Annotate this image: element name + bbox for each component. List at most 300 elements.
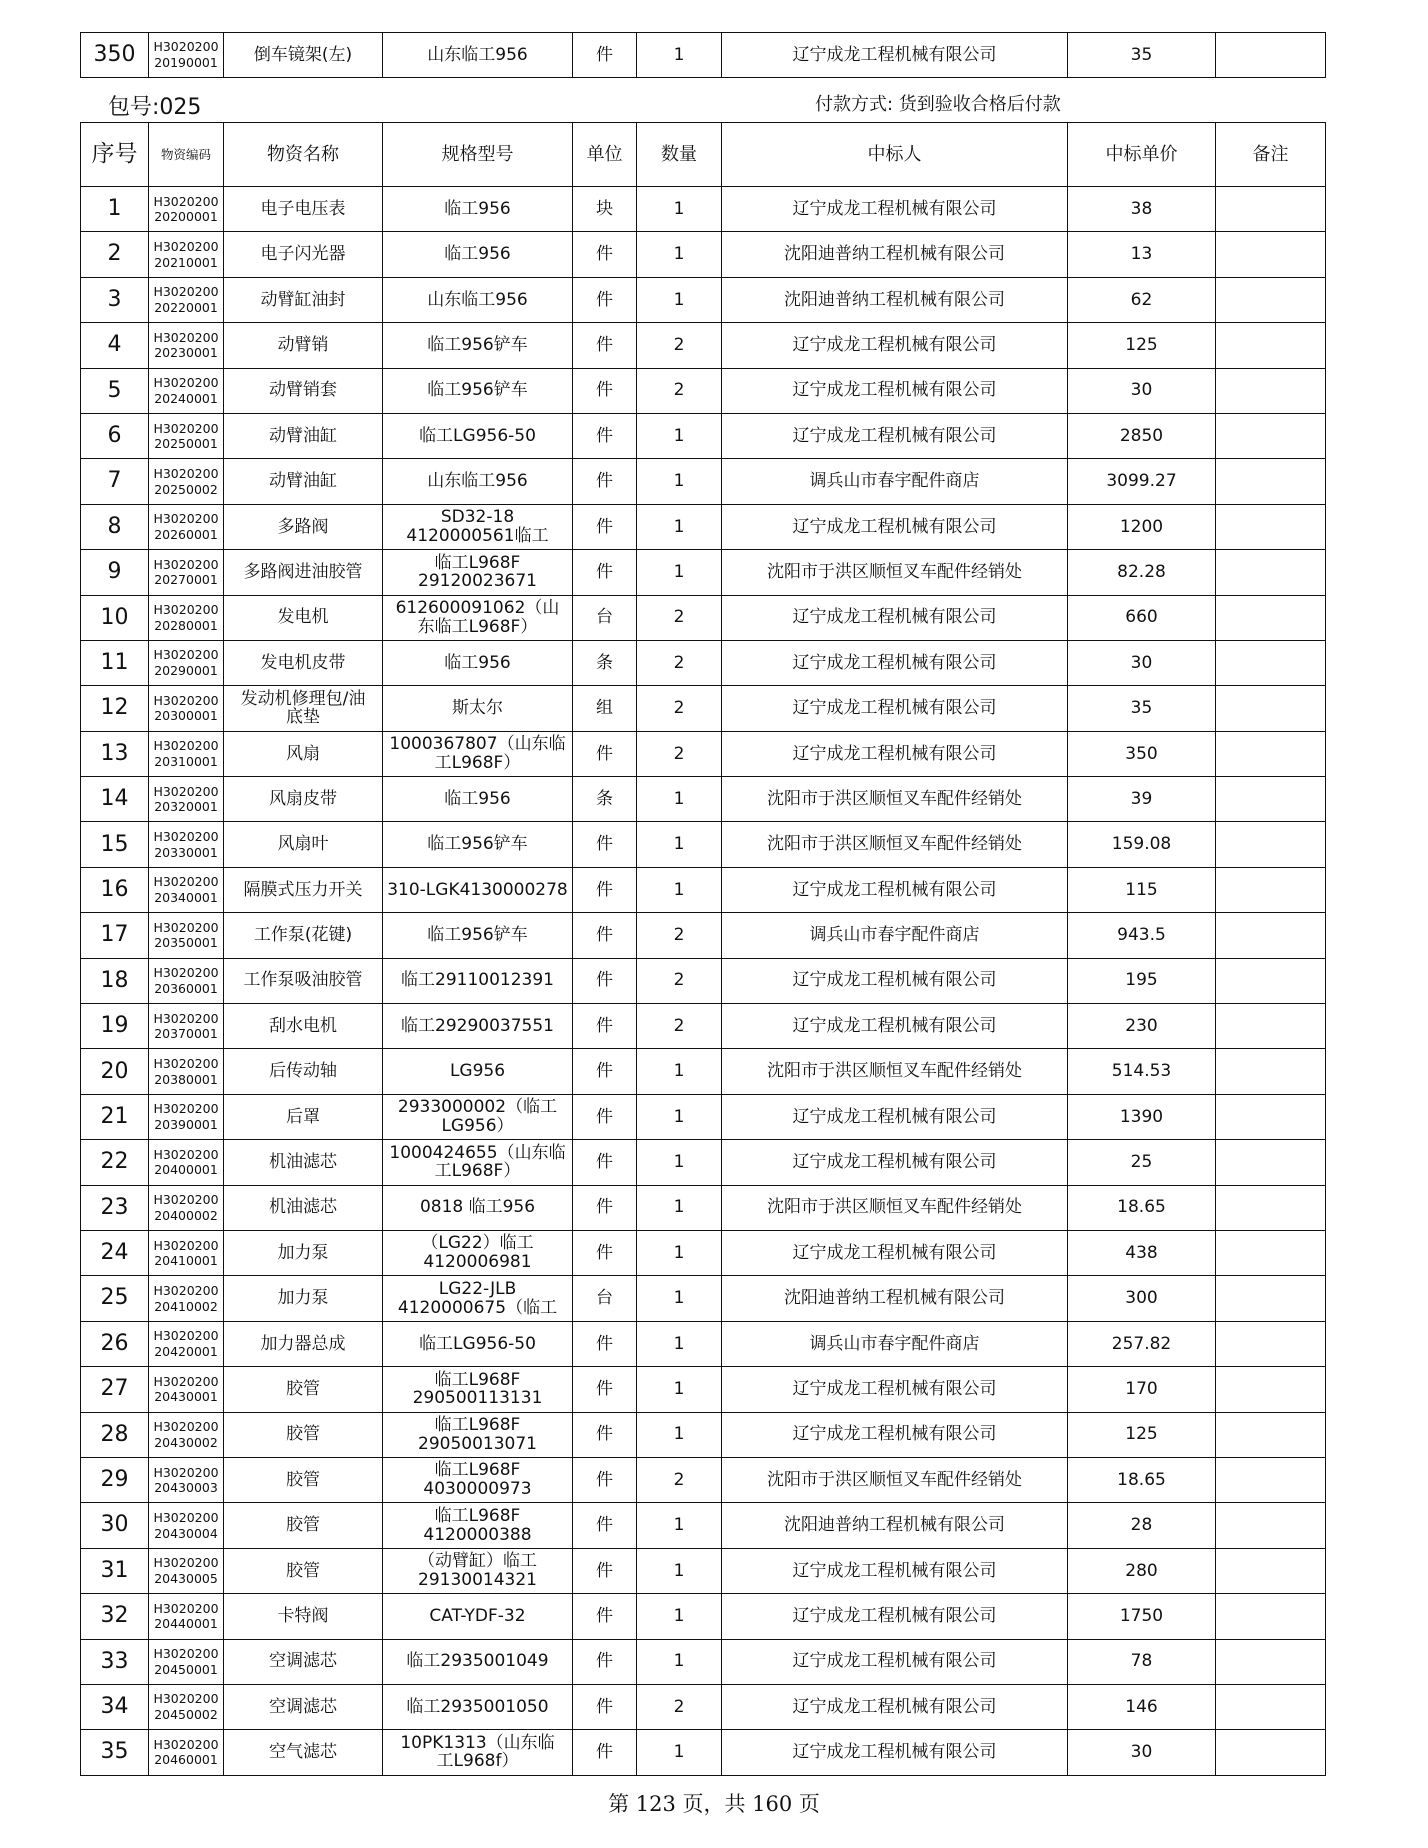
cell-name: 多路阀 bbox=[224, 504, 383, 549]
cell-spec: 山东临工956 bbox=[383, 459, 573, 504]
cell-spec: 临工956铲车 bbox=[383, 913, 573, 958]
cell-price: 159.08 bbox=[1068, 822, 1216, 867]
cell-code: H3020200 20350001 bbox=[149, 913, 224, 958]
cell-winner: 辽宁成龙工程机械有限公司 bbox=[722, 413, 1068, 458]
cell-qty: 2 bbox=[637, 686, 722, 731]
cell-no: 34 bbox=[81, 1684, 149, 1729]
cell-note bbox=[1216, 504, 1326, 549]
cell-no: 25 bbox=[81, 1276, 149, 1321]
header-row bbox=[81, 123, 1326, 187]
table-row bbox=[81, 1004, 1326, 1049]
cell-spec: 1000424655（山东临 工L968F） bbox=[383, 1140, 573, 1185]
cell-no: 12 bbox=[81, 686, 149, 731]
cell-code: H3020200 20210001 bbox=[149, 232, 224, 277]
cell-winner: 沈阳市于洪区顺恒叉车配件经销处 bbox=[722, 1457, 1068, 1502]
cell-qty: 2 bbox=[637, 731, 722, 776]
cell-price: 230 bbox=[1068, 1004, 1216, 1049]
cell-price: 1750 bbox=[1068, 1594, 1216, 1639]
cell-unit: 件 bbox=[573, 1412, 637, 1457]
cell-note bbox=[1216, 1276, 1326, 1321]
cell-winner: 沈阳市于洪区顺恒叉车配件经销处 bbox=[722, 1049, 1068, 1094]
cell-price: 13 bbox=[1068, 232, 1216, 277]
cell-winner: 调兵山市春宇配件商店 bbox=[722, 913, 1068, 958]
cell-note bbox=[1216, 413, 1326, 458]
cell-unit: 件 bbox=[573, 323, 637, 368]
cell-qty: 1 bbox=[637, 1094, 722, 1139]
cell-winner: 辽宁成龙工程机械有限公司 bbox=[722, 1639, 1068, 1684]
cell-note bbox=[1216, 1548, 1326, 1593]
cell-price: 300 bbox=[1068, 1276, 1216, 1321]
cell-no: 29 bbox=[81, 1457, 149, 1502]
cell-spec: LG956 bbox=[383, 1049, 573, 1094]
cell-name: 机油滤芯 bbox=[224, 1185, 383, 1230]
header-note: 备注 bbox=[1216, 123, 1326, 187]
cell-spec: 临工29110012391 bbox=[383, 958, 573, 1003]
cell-winner: 调兵山市春宇配件商店 bbox=[722, 459, 1068, 504]
table-row bbox=[81, 1230, 1326, 1275]
cell-name: 后罩 bbox=[224, 1094, 383, 1139]
cell-note bbox=[1216, 686, 1326, 731]
cell-winner: 辽宁成龙工程机械有限公司 bbox=[722, 368, 1068, 413]
cell-no: 21 bbox=[81, 1094, 149, 1139]
cell-code: H3020200 20400001 bbox=[149, 1140, 224, 1185]
cell-unit: 件 bbox=[573, 913, 637, 958]
cell-no: 5 bbox=[81, 368, 149, 413]
cell-name: 动臂缸油封 bbox=[224, 277, 383, 322]
cell-spec: 临工2935001050 bbox=[383, 1684, 573, 1729]
cell-no: 19 bbox=[81, 1004, 149, 1049]
cell-name: 加力泵 bbox=[224, 1276, 383, 1321]
cell-spec: （动臂缸）临工 29130014321 bbox=[383, 1548, 573, 1593]
cell-no: 28 bbox=[81, 1412, 149, 1457]
cell-no: 1 bbox=[81, 187, 149, 232]
cell-no: 20 bbox=[81, 1049, 149, 1094]
cell-spec: 临工L968F 290500113131 bbox=[383, 1367, 573, 1412]
cell-name: 动臂销 bbox=[224, 323, 383, 368]
package-info bbox=[80, 86, 1316, 120]
cell-spec: 山东临工956 bbox=[383, 33, 573, 78]
cell-price: 30 bbox=[1068, 368, 1216, 413]
cell-price: 30 bbox=[1068, 640, 1216, 685]
cell-note bbox=[1216, 867, 1326, 912]
cell-winner: 辽宁成龙工程机械有限公司 bbox=[722, 1094, 1068, 1139]
cell-spec: 10PK1313（山东临 工L968f） bbox=[383, 1730, 573, 1775]
table-row bbox=[81, 867, 1326, 912]
cell-note bbox=[1216, 1367, 1326, 1412]
header-no: 序号 bbox=[81, 123, 149, 187]
cell-code: H3020200 20320001 bbox=[149, 777, 224, 822]
table-row bbox=[81, 595, 1326, 640]
cell-unit: 件 bbox=[573, 33, 637, 78]
cell-name: 隔膜式压力开关 bbox=[224, 867, 383, 912]
cell-no: 16 bbox=[81, 867, 149, 912]
cell-winner: 辽宁成龙工程机械有限公司 bbox=[722, 1594, 1068, 1639]
cell-no: 23 bbox=[81, 1185, 149, 1230]
cell-name: 后传动轴 bbox=[224, 1049, 383, 1094]
cell-code: H3020200 20430003 bbox=[149, 1457, 224, 1502]
cell-code: H3020200 20280001 bbox=[149, 595, 224, 640]
cell-unit: 条 bbox=[573, 777, 637, 822]
cell-unit: 台 bbox=[573, 595, 637, 640]
cell-winner: 辽宁成龙工程机械有限公司 bbox=[722, 1548, 1068, 1593]
header-name: 物资名称 bbox=[224, 123, 383, 187]
cell-name: 工作泵吸油胶管 bbox=[224, 958, 383, 1003]
cell-unit: 件 bbox=[573, 1639, 637, 1684]
table-row bbox=[81, 459, 1326, 504]
cell-spec: 临工LG956-50 bbox=[383, 413, 573, 458]
cell-name: 动臂油缸 bbox=[224, 413, 383, 458]
table-row bbox=[81, 1730, 1326, 1775]
cell-no: 13 bbox=[81, 731, 149, 776]
cell-spec: CAT-YDF-32 bbox=[383, 1594, 573, 1639]
cell-price: 1200 bbox=[1068, 504, 1216, 549]
cell-note bbox=[1216, 1321, 1326, 1366]
cell-no: 17 bbox=[81, 913, 149, 958]
table-row bbox=[81, 640, 1326, 685]
cell-price: 62 bbox=[1068, 277, 1216, 322]
table-row bbox=[81, 277, 1326, 322]
cell-spec: 临工956 bbox=[383, 187, 573, 232]
table-body bbox=[81, 187, 1326, 1776]
cell-winner: 辽宁成龙工程机械有限公司 bbox=[722, 1684, 1068, 1729]
cell-code: H3020200 20200001 bbox=[149, 187, 224, 232]
cell-price: 146 bbox=[1068, 1684, 1216, 1729]
cell-note bbox=[1216, 731, 1326, 776]
cell-no: 30 bbox=[81, 1503, 149, 1548]
cell-no: 7 bbox=[81, 459, 149, 504]
cell-winner: 沈阳市于洪区顺恒叉车配件经销处 bbox=[722, 550, 1068, 595]
cell-winner: 辽宁成龙工程机械有限公司 bbox=[722, 1367, 1068, 1412]
cell-name: 胶管 bbox=[224, 1503, 383, 1548]
cell-price: 18.65 bbox=[1068, 1185, 1216, 1230]
cell-qty: 1 bbox=[637, 822, 722, 867]
cell-price: 438 bbox=[1068, 1230, 1216, 1275]
cell-code: H3020200 20380001 bbox=[149, 1049, 224, 1094]
cell-code: H3020200 20450001 bbox=[149, 1639, 224, 1684]
cell-name: 电子电压表 bbox=[224, 187, 383, 232]
cell-spec: 612600091062（山 东临工L968F） bbox=[383, 595, 573, 640]
cell-price: 18.65 bbox=[1068, 1457, 1216, 1502]
cell-unit: 件 bbox=[573, 958, 637, 1003]
cell-note bbox=[1216, 1684, 1326, 1729]
cell-spec: 临工956铲车 bbox=[383, 323, 573, 368]
cell-price: 1390 bbox=[1068, 1094, 1216, 1139]
cell-note bbox=[1216, 368, 1326, 413]
cell-price: 35 bbox=[1068, 686, 1216, 731]
table-row bbox=[81, 822, 1326, 867]
cell-price: 2850 bbox=[1068, 413, 1216, 458]
header-code: 物资编码 bbox=[149, 123, 224, 187]
cell-code: H3020200 20250002 bbox=[149, 459, 224, 504]
payment-method: 付款方式: 货到验收合格后付款 bbox=[815, 94, 1061, 115]
cell-code: H3020200 20370001 bbox=[149, 1004, 224, 1049]
header-price: 中标单价 bbox=[1068, 123, 1216, 187]
cell-note bbox=[1216, 640, 1326, 685]
cell-winner: 沈阳市于洪区顺恒叉车配件经销处 bbox=[722, 777, 1068, 822]
cell-no: 10 bbox=[81, 595, 149, 640]
header-qty: 数量 bbox=[637, 123, 722, 187]
cell-qty: 2 bbox=[637, 640, 722, 685]
cell-qty: 1 bbox=[637, 550, 722, 595]
cell-name: 动臂销套 bbox=[224, 368, 383, 413]
cell-code: H3020200 20450002 bbox=[149, 1684, 224, 1729]
cell-name: 刮水电机 bbox=[224, 1004, 383, 1049]
cell-no: 35 bbox=[81, 1730, 149, 1775]
cell-name: 卡特阀 bbox=[224, 1594, 383, 1639]
table-row bbox=[81, 1457, 1326, 1502]
cell-note bbox=[1216, 550, 1326, 595]
cell-no: 31 bbox=[81, 1548, 149, 1593]
cell-name: 空调滤芯 bbox=[224, 1639, 383, 1684]
table-row bbox=[81, 550, 1326, 595]
cell-winner: 辽宁成龙工程机械有限公司 bbox=[722, 731, 1068, 776]
cell-note bbox=[1216, 1639, 1326, 1684]
cell-unit: 块 bbox=[573, 187, 637, 232]
cell-price: 125 bbox=[1068, 1412, 1216, 1457]
cell-unit: 件 bbox=[573, 1140, 637, 1185]
cell-spec: 临工L968F 4030000973 bbox=[383, 1457, 573, 1502]
cell-name: 加力泵 bbox=[224, 1230, 383, 1275]
table-row bbox=[81, 958, 1326, 1003]
cell-qty: 1 bbox=[637, 1548, 722, 1593]
cell-code: H3020200 20220001 bbox=[149, 277, 224, 322]
cell-qty: 1 bbox=[637, 1412, 722, 1457]
cell-spec: 临工956铲车 bbox=[383, 822, 573, 867]
cell-no: 32 bbox=[81, 1594, 149, 1639]
cell-code: H3020200 20250001 bbox=[149, 413, 224, 458]
table-row bbox=[81, 33, 1326, 78]
cell-price: 514.53 bbox=[1068, 1049, 1216, 1094]
cell-no: 3 bbox=[81, 277, 149, 322]
cell-unit: 件 bbox=[573, 1503, 637, 1548]
cell-spec: （LG22）临工 4120006981 bbox=[383, 1230, 573, 1275]
cell-qty: 2 bbox=[637, 1684, 722, 1729]
cell-price: 350 bbox=[1068, 731, 1216, 776]
cell-price: 170 bbox=[1068, 1367, 1216, 1412]
cell-no: 4 bbox=[81, 323, 149, 368]
cell-spec: 临工L968F 29050013071 bbox=[383, 1412, 573, 1457]
cell-code: H3020200 20410001 bbox=[149, 1230, 224, 1275]
cell-code: H3020200 20430005 bbox=[149, 1548, 224, 1593]
cell-unit: 组 bbox=[573, 686, 637, 731]
cell-price: 195 bbox=[1068, 958, 1216, 1003]
cell-unit: 条 bbox=[573, 640, 637, 685]
cell-price: 115 bbox=[1068, 867, 1216, 912]
cell-note bbox=[1216, 1230, 1326, 1275]
table-row bbox=[81, 913, 1326, 958]
table-row bbox=[81, 323, 1326, 368]
cell-no: 6 bbox=[81, 413, 149, 458]
cell-winner: 沈阳迪普纳工程机械有限公司 bbox=[722, 232, 1068, 277]
table-row bbox=[81, 368, 1326, 413]
cell-unit: 件 bbox=[573, 277, 637, 322]
cell-name: 胶管 bbox=[224, 1457, 383, 1502]
table-row bbox=[81, 413, 1326, 458]
cell-code: H3020200 20230001 bbox=[149, 323, 224, 368]
table-row bbox=[81, 232, 1326, 277]
cell-unit: 件 bbox=[573, 1230, 637, 1275]
cell-spec: LG22-JLB 4120000675（临工 bbox=[383, 1276, 573, 1321]
cell-spec: 临工956铲车 bbox=[383, 368, 573, 413]
cell-qty: 2 bbox=[637, 1004, 722, 1049]
cell-qty: 2 bbox=[637, 595, 722, 640]
cell-qty: 1 bbox=[637, 1049, 722, 1094]
header-winner: 中标人 bbox=[722, 123, 1068, 187]
table-row bbox=[81, 1094, 1326, 1139]
cell-spec: 临工2935001049 bbox=[383, 1639, 573, 1684]
cell-price: 257.82 bbox=[1068, 1321, 1216, 1366]
cell-note bbox=[1216, 1049, 1326, 1094]
cell-name: 空气滤芯 bbox=[224, 1730, 383, 1775]
table-row bbox=[81, 686, 1326, 731]
cell-qty: 1 bbox=[637, 1639, 722, 1684]
cell-name: 倒车镜架(左) bbox=[224, 33, 383, 78]
cell-name: 多路阀进油胶管 bbox=[224, 550, 383, 595]
cell-note bbox=[1216, 1140, 1326, 1185]
cell-note bbox=[1216, 777, 1326, 822]
cell-unit: 件 bbox=[573, 1594, 637, 1639]
cell-price: 30 bbox=[1068, 1730, 1216, 1775]
cell-price: 78 bbox=[1068, 1639, 1216, 1684]
cell-note bbox=[1216, 958, 1326, 1003]
cell-note bbox=[1216, 187, 1326, 232]
cell-no: 33 bbox=[81, 1639, 149, 1684]
cell-unit: 件 bbox=[573, 550, 637, 595]
table-row bbox=[81, 1321, 1326, 1366]
cell-name: 发电机皮带 bbox=[224, 640, 383, 685]
cell-unit: 件 bbox=[573, 1457, 637, 1502]
cell-unit: 件 bbox=[573, 1049, 637, 1094]
cell-spec: 2933000002（临工 LG956） bbox=[383, 1094, 573, 1139]
cell-spec: 1000367807（山东临 工L968F） bbox=[383, 731, 573, 776]
cell-no: 8 bbox=[81, 504, 149, 549]
cell-spec: SD32-18 4120000561临工 bbox=[383, 504, 573, 549]
cell-note bbox=[1216, 1457, 1326, 1502]
cell-qty: 1 bbox=[637, 1185, 722, 1230]
cell-unit: 件 bbox=[573, 731, 637, 776]
cell-name: 工作泵(花键) bbox=[224, 913, 383, 958]
cell-name: 空调滤芯 bbox=[224, 1684, 383, 1729]
cell-unit: 件 bbox=[573, 1094, 637, 1139]
cell-spec: 临工29290037551 bbox=[383, 1004, 573, 1049]
cell-spec: 临工L968F 29120023671 bbox=[383, 550, 573, 595]
cell-winner: 沈阳市于洪区顺恒叉车配件经销处 bbox=[722, 822, 1068, 867]
table-row bbox=[81, 187, 1326, 232]
cell-note bbox=[1216, 822, 1326, 867]
cell-qty: 1 bbox=[637, 33, 722, 78]
cell-note bbox=[1216, 1503, 1326, 1548]
header-spec: 规格型号 bbox=[383, 123, 573, 187]
cell-note bbox=[1216, 1730, 1326, 1775]
cell-spec: 310-LGK4130000278 bbox=[383, 867, 573, 912]
cell-name: 风扇皮带 bbox=[224, 777, 383, 822]
cell-qty: 1 bbox=[637, 459, 722, 504]
cell-unit: 件 bbox=[573, 822, 637, 867]
cell-spec: 山东临工956 bbox=[383, 277, 573, 322]
cell-code: H3020200 20360001 bbox=[149, 958, 224, 1003]
cell-qty: 1 bbox=[637, 413, 722, 458]
cell-code: H3020200 20400002 bbox=[149, 1185, 224, 1230]
cell-winner: 辽宁成龙工程机械有限公司 bbox=[722, 686, 1068, 731]
cell-unit: 件 bbox=[573, 459, 637, 504]
cell-unit: 件 bbox=[573, 867, 637, 912]
cell-no: 18 bbox=[81, 958, 149, 1003]
cell-winner: 辽宁成龙工程机械有限公司 bbox=[722, 323, 1068, 368]
cell-note bbox=[1216, 595, 1326, 640]
cell-qty: 1 bbox=[637, 1321, 722, 1366]
cell-spec: 0818 临工956 bbox=[383, 1185, 573, 1230]
cell-qty: 1 bbox=[637, 1730, 722, 1775]
cell-unit: 件 bbox=[573, 1004, 637, 1049]
cell-winner: 辽宁成龙工程机械有限公司 bbox=[722, 187, 1068, 232]
cell-spec: 临工956 bbox=[383, 777, 573, 822]
cell-note bbox=[1216, 323, 1326, 368]
cell-unit: 件 bbox=[573, 368, 637, 413]
table-row bbox=[81, 1684, 1326, 1729]
cell-winner: 辽宁成龙工程机械有限公司 bbox=[722, 958, 1068, 1003]
table-row bbox=[81, 1140, 1326, 1185]
cell-name: 胶管 bbox=[224, 1367, 383, 1412]
cell-code: H3020200 20390001 bbox=[149, 1094, 224, 1139]
cell-qty: 1 bbox=[637, 277, 722, 322]
cell-no: 24 bbox=[81, 1230, 149, 1275]
table-row bbox=[81, 777, 1326, 822]
cell-price: 38 bbox=[1068, 187, 1216, 232]
cell-spec: 临工956 bbox=[383, 640, 573, 685]
cell-qty: 1 bbox=[637, 1503, 722, 1548]
cell-winner: 沈阳市于洪区顺恒叉车配件经销处 bbox=[722, 1185, 1068, 1230]
cell-price: 28 bbox=[1068, 1503, 1216, 1548]
cell-winner: 辽宁成龙工程机械有限公司 bbox=[722, 1730, 1068, 1775]
cell-price: 943.5 bbox=[1068, 913, 1216, 958]
cell-name: 动臂油缸 bbox=[224, 459, 383, 504]
cell-code: H3020200 20270001 bbox=[149, 550, 224, 595]
cell-unit: 件 bbox=[573, 1730, 637, 1775]
cell-code: H3020200 20420001 bbox=[149, 1321, 224, 1366]
cell-name: 机油滤芯 bbox=[224, 1140, 383, 1185]
cell-winner: 辽宁成龙工程机械有限公司 bbox=[722, 595, 1068, 640]
cell-name: 胶管 bbox=[224, 1412, 383, 1457]
cell-name: 发电机 bbox=[224, 595, 383, 640]
cell-price: 82.28 bbox=[1068, 550, 1216, 595]
cell-no: 27 bbox=[81, 1367, 149, 1412]
table-row bbox=[81, 1185, 1326, 1230]
cell-winner: 沈阳迪普纳工程机械有限公司 bbox=[722, 1503, 1068, 1548]
cell-code: H3020200 20260001 bbox=[149, 504, 224, 549]
cell-qty: 1 bbox=[637, 187, 722, 232]
cell-no: 9 bbox=[81, 550, 149, 595]
cell-code: H3020200 20430001 bbox=[149, 1367, 224, 1412]
table-row bbox=[81, 504, 1326, 549]
table-row bbox=[81, 731, 1326, 776]
cell-name: 胶管 bbox=[224, 1548, 383, 1593]
table-row bbox=[81, 1548, 1326, 1593]
cell-winner: 辽宁成龙工程机械有限公司 bbox=[722, 1230, 1068, 1275]
cell-price: 39 bbox=[1068, 777, 1216, 822]
cell-qty: 1 bbox=[637, 1276, 722, 1321]
cell-qty: 2 bbox=[637, 323, 722, 368]
cell-unit: 件 bbox=[573, 1185, 637, 1230]
cell-winner: 调兵山市春宇配件商店 bbox=[722, 1321, 1068, 1366]
cell-note bbox=[1216, 277, 1326, 322]
cell-no: 11 bbox=[81, 640, 149, 685]
cell-no: 15 bbox=[81, 822, 149, 867]
cell-qty: 2 bbox=[637, 958, 722, 1003]
cell-note bbox=[1216, 913, 1326, 958]
cell-unit: 件 bbox=[573, 1548, 637, 1593]
cell-qty: 1 bbox=[637, 504, 722, 549]
cell-note bbox=[1216, 1412, 1326, 1457]
